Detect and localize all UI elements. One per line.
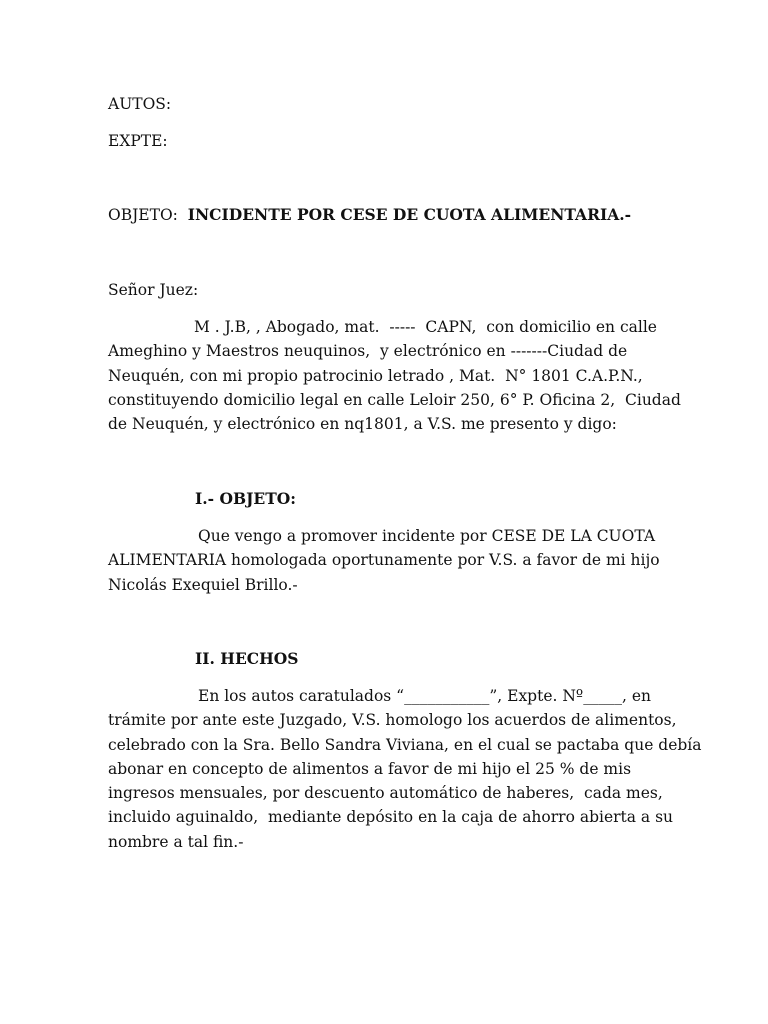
section2-line: incluido aguinaldo, mediante depósito en la caja de ahorro abierta a su [108, 808, 674, 827]
intro-paragraph [108, 315, 681, 436]
section2-line: abonar en concepto de alimentos a favor de mi hijo el 25 % de mis [108, 759, 632, 778]
section1-paragraph [108, 524, 660, 597]
intro-line: Ameghino y Maestros neuquinos, y electrónico en -------Ciudad de [108, 342, 628, 361]
section2-line: trámite por ante este Juzgado, V.S. homologo los acuerdos de alimentos, [108, 711, 677, 730]
section2-heading: II. HECHOS [195, 649, 299, 668]
section1-line: Que vengo a promover incidente por CESE DE LA CUOTA [198, 527, 656, 545]
salutation: Señor Juez: [108, 281, 199, 299]
intro-line: Neuquén, con mi propio patrocinio letrado , Mat. N° 1801 C.A.P.N., [108, 366, 643, 385]
intro-line: constituyendo domicilio legal en calle Leloir 250, 6° P. Oficina 2, Ciudad [108, 390, 681, 409]
objeto-title: INCIDENTE POR CESE DE CUOTA ALIMENTARIA.- [187, 205, 632, 224]
section2-line: En los autos caratulados “___________”, Expte. Nº_____, en [198, 687, 651, 705]
section1-line: ALIMENTARIA homologada oportunamente por V.S. a favor de mi hijo [108, 551, 660, 570]
intro-line: de Neuquén, y electrónico en nq1801, a V.S. me presento y digo: [108, 415, 617, 434]
section2-paragraph [108, 684, 702, 854]
section2-line: ingresos mensuales, por descuento automático de haberes, cada mes, [108, 784, 663, 803]
objeto-line [108, 203, 631, 227]
section1-heading: I.- OBJETO: [195, 489, 296, 508]
section1-line: Nicolás Exequiel Brillo.- [108, 575, 298, 594]
objeto-label: OBJETO: [108, 206, 178, 224]
autos-label: AUTOS: [108, 95, 172, 113]
section2-line: nombre a tal fin.- [108, 832, 244, 851]
section2-line: celebrado con la Sra. Bello Sandra Viviana, en el cual se pactaba que debía [108, 735, 702, 754]
intro-line: M . J.B, , Abogado, mat. ----- CAPN, con domicilio en calle [194, 318, 657, 336]
expte-label: EXPTE: [108, 132, 168, 150]
